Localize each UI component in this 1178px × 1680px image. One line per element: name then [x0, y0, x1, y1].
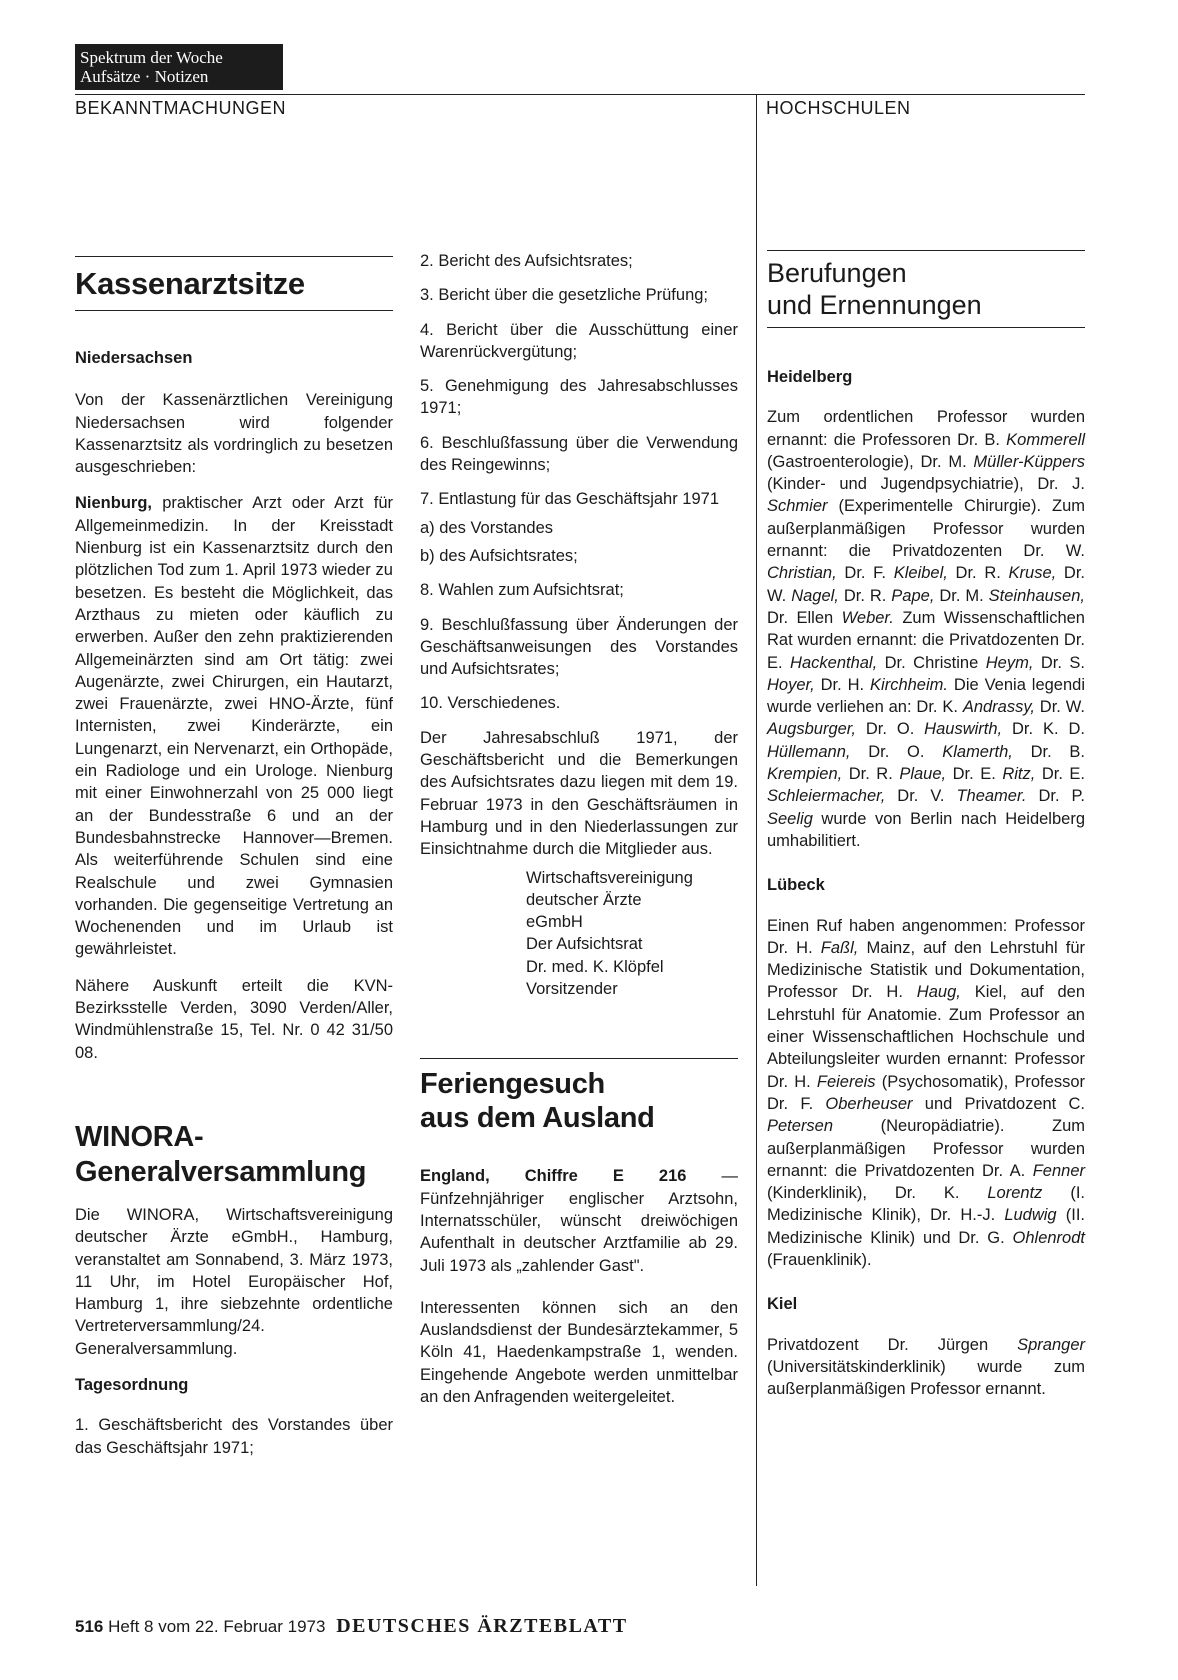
page-footer	[75, 1615, 628, 1638]
agenda-item: 6. Beschlußfassung über die Verwendung des Reingewinns;	[420, 433, 738, 475]
agenda-item: 7. Entlastung für das Geschäftsjahr 1971	[420, 490, 720, 509]
title-rule-top	[75, 256, 393, 257]
title-rule-top	[767, 250, 1085, 251]
paragraph-kiel: Privatdozent Dr. Jürgen Spranger (Universitätskinderklinik) wurde zum außerplanmäßigen Professor ernannt.	[767, 1335, 1085, 1399]
column-divider	[756, 94, 757, 1586]
text-nienburg: praktischer Arzt oder Arzt für Allgemeinmedizin. In der Kreisstadt Nienburg ist ein Kassenarztsitz durch den plötzlichen Tod zum 1. April 1973 wieder zu besetzen. Es besteht die Möglichkeit, das Arzthaus zu mieten oder käuflich zu erwerben. Außer den zehn praktizierenden Allgemeinärzten sind am Ort tätig: zwei Augenärzte, zwei Chirurgen, ein Hautarzt, zwei Frauenärzte, zwei HNO-Ärzte, fünf Internisten, zwei Kinderärzte, ein Lungenarzt, ein Nervenarzt, ein Orthopäde, ein Radiologe und ein Urologe. Nienburg mit einer Einwohnerzahl von 25 000 liegt an der Bundesstraße 6 und an der Bundesbahnstrecke Hannover—Bremen. Als weiterführende Schulen sind eine Realschule und zwei Gymnasien vorhanden. Die gegenseitige Vertretung an Wochenenden und im Urlaub ist gewährleistet.	[75, 494, 393, 959]
signature-line: Vorsitzender	[526, 980, 618, 999]
agenda-item: 3. Bericht über die gesetzliche Prüfung;	[420, 286, 709, 305]
subheading-kiel: Kiel	[767, 1295, 798, 1314]
paragraph-luebeck: Einen Ruf haben angenommen: Professor Dr. H. Faßl, Mainz, auf den Lehrstuhl für Medizinische Statistik und Dokumentation, Professor Dr. H. Haug, Kiel, auf den Lehrstuhl für Anatomie. Zum Professor an einer Wissenschaftlichen Hochschule und Abteilungsleiter wurden ernannt: Professor Dr. H. Feiereis (Psychosomatik), Professor Dr. F. Oberheuser und Privatdozent C. Petersen (Neuropädiatrie). Zum außerplanmäßigen Professor wurden ernannt: die Privatdozenten Dr. A. Fenner (Kinderklinik), Dr. K. Lorentz (I. Medizinische Klinik), Dr. H.-J. Ludwig (II. Medizinische Klinik) und Dr. G. Ohlenrodt (Frauenklinik).	[767, 916, 1086, 1269]
section-heading-left: BEKANNTMACHUNGEN	[75, 98, 287, 118]
article-title-berufungen	[767, 257, 1085, 321]
paragraph-contact: Nähere Auskunft erteilt die KVN-Bezirksstelle Verden, 3090 Verden/Aller, Windmühlenstraße 15, Tel. Nr. 0 42 31/50 08.	[75, 976, 393, 1062]
subheading-heidelberg: Heidelberg	[767, 368, 853, 386]
title-feriengesuch-line2: aus dem Ausland	[420, 1102, 655, 1135]
title-rule-bottom	[767, 327, 1085, 328]
title-berufungen-line2: und Ernennungen	[767, 290, 982, 320]
section-label-line1: Spektrum der Woche	[80, 48, 223, 67]
agenda-item: 10. Verschiedenes.	[420, 694, 561, 713]
text-england: — Fünfzehnjähriger englischer Arztsohn, Internatsschüler, wünscht dreiwöchigen Aufenthalt in deutscher Arztfamilie ab 29. Juli 1973 als „zahlender Gast".	[420, 1167, 738, 1275]
signature-line: deutscher Ärzte	[526, 890, 642, 909]
section-label-box	[75, 44, 283, 90]
signature-line: Der Aufsichtsrat	[526, 935, 643, 954]
page-number: 516	[75, 1617, 104, 1636]
agenda-item: 8. Wahlen zum Aufsichtsrat;	[420, 581, 624, 600]
title-feriengesuch-line1: Feriengesuch	[420, 1068, 605, 1101]
paragraph-winora: Die WINORA, Wirtschaftsvereinigung deutscher Ärzte eGmbH., Hamburg, veranstaltet am Sonnabend, 3. März 1973, 11 Uhr, im Hotel Europäischer Hof, Hamburg 1, ihre siebzehnte ordentliche Vertreterversammlung/24. Generalversammlung.	[75, 1205, 393, 1358]
paragraph-nienburg	[75, 492, 393, 960]
top-rule	[75, 94, 1085, 95]
paragraph-interessenten: Interessenten können sich an den Auslandsdienst der Bundesärztekammer, 5 Köln 41, Haedenkampstraße 1, wenden. Eingehende Angebote werden unmittelbar an den Anfragenden weitergeleitet.	[420, 1298, 738, 1406]
publication-name: DEUTSCHES ÄRZTEBLATT	[336, 1615, 628, 1637]
lead-nienburg: Nienburg,	[75, 494, 152, 513]
title-winora-line1: WINORA-	[75, 1120, 204, 1153]
column-3	[767, 250, 1085, 1414]
agenda-subitem: b) des Aufsichtsrates;	[420, 546, 578, 565]
paragraph-england	[420, 1165, 738, 1276]
paragraph-intro: Von der Kassenärztlichen Vereinigung Niedersachsen wird folgender Kassenarztsitz als vordringlich zu besetzen ausgeschrieben:	[75, 391, 393, 477]
agenda-item-1: 1. Geschäftsbericht des Vorstandes über das Geschäftsjahr 1971;	[75, 1416, 393, 1457]
article-title-kassenarztsitze: Kassenarztsitze	[75, 266, 305, 301]
signature-block	[420, 867, 738, 1001]
agenda-item: 2. Bericht des Aufsichtsrates;	[420, 252, 633, 270]
agenda-subitem: a) des Vorstandes	[420, 518, 553, 537]
agenda-item: 4. Bericht über die Ausschüttung einer Warenrückvergütung;	[420, 320, 738, 361]
subheading-luebeck: Lübeck	[767, 876, 825, 895]
subheading-tagesordnung: Tagesordnung	[75, 1375, 189, 1394]
title-rule-bottom	[75, 310, 393, 311]
lead-england: England, Chiffre E 216	[420, 1167, 687, 1186]
agenda-item: 5. Genehmigung des Jahresabschlusses 1971;	[420, 377, 738, 418]
agenda-item: 9. Beschlußfassung über Änderungen der Geschäftsanweisungen des Vorstandes und Aufsichtsrates;	[420, 615, 738, 679]
signature-line: Wirtschaftsvereinigung	[526, 868, 693, 887]
title-winora-line2: Generalversammlung	[75, 1155, 367, 1188]
signature-line: eGmbH	[526, 913, 583, 932]
paragraph-heidelberg: Zum ordentlichen Professor wurden ernannt: die Professoren Dr. B. Kommerell (Gastroenterologie), Dr. M. Müller-Küppers (Kinder- und Jugendpsychiatrie), Dr. J. Schmier (Experimentelle Chirurgie). Zum außerplanmäßigen Professor wurden ernannt: die Privatdozenten Dr. W. Christian, Dr. F. Kleibel, Dr. R. Kruse, Dr. W. Nagel, Dr. R. Pape, Dr. M. Steinhausen, Dr. Ellen Weber. Zum Wissenschaftlichen Rat wurden ernannt: die Privatdozenten Dr. E. Hackenthal, Dr. Christine Heym, Dr. S. Hoyer, Dr. H. Kirchheim. Die Venia legendi wurde verliehen an: Dr. K. Andrassy, Dr. W. Augsburger, Dr. O. Hauswirth, Dr. K. D. Hüllemann, Dr. O. Klamerth, Dr. B. Krempien, Dr. R. Plaue, Dr. E. Ritz, Dr. E. Schleiermacher, Dr. V. Theamer. Dr. P. Seelig wurde von Berlin nach Heidelberg umhabilitiert.	[767, 408, 1086, 850]
section-heading-right: HOCHSCHULEN	[766, 98, 911, 118]
column-2	[420, 250, 738, 1422]
article-title-feriengesuch	[420, 1067, 738, 1135]
signature-line: Dr. med. K. Klöpfel	[526, 957, 664, 976]
paragraph-jahresabschluss: Der Jahresabschluß 1971, der Geschäftsbericht und die Bemerkungen des Aufsichtsrates dazu liegen mit dem 19. Februar 1973 in den Geschäftsräumen in Hamburg und in den Niederlassungen zur Einsichtnahme durch die Mitglieder aus.	[420, 728, 738, 859]
column-1	[75, 256, 393, 1473]
section-label-line2: Aufsätze · Notizen	[80, 67, 209, 86]
issue-info: Heft 8 vom 22. Februar 1973	[108, 1617, 326, 1636]
title-rule-top	[420, 1058, 738, 1059]
subheading-niedersachsen: Niedersachsen	[75, 349, 193, 367]
article-title-winora	[75, 1120, 393, 1190]
title-berufungen-line1: Berufungen	[767, 258, 907, 288]
